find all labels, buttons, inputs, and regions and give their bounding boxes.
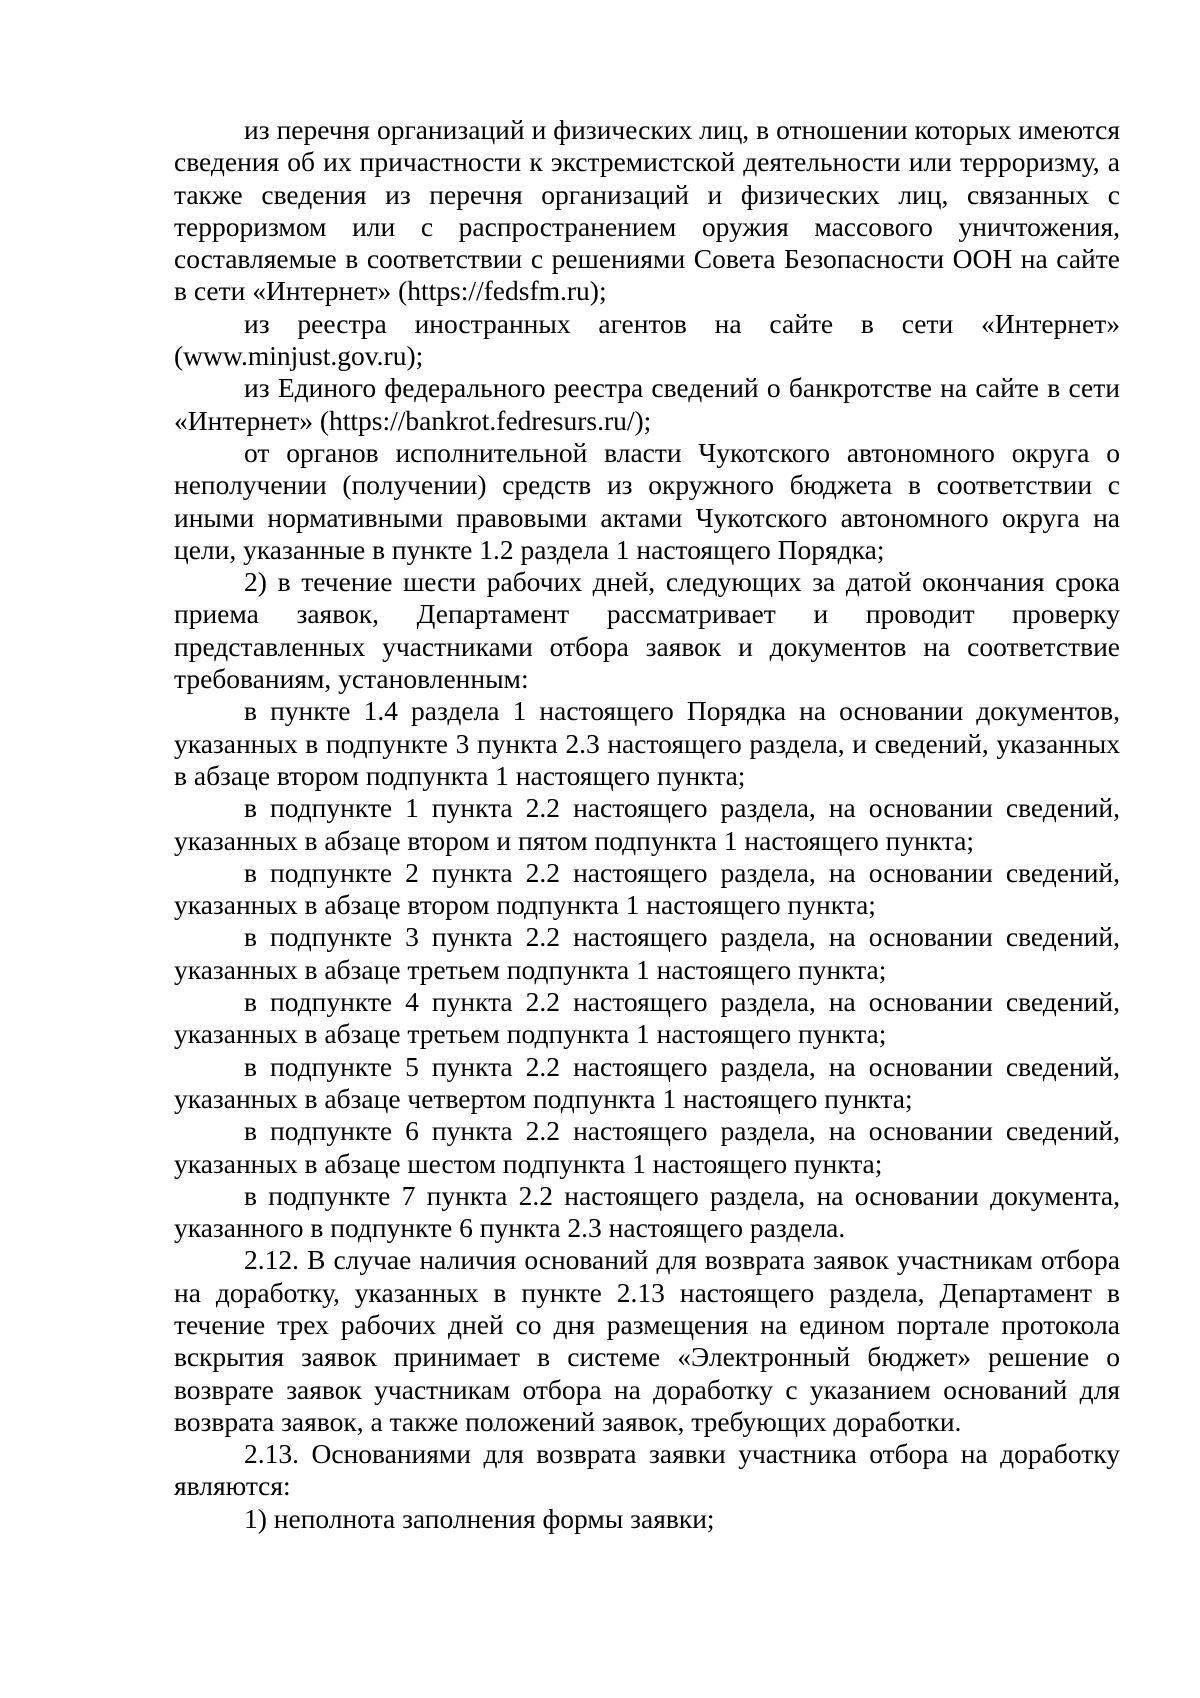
paragraph-executive-bodies: от органов исполнительной власти Чукотского автономного округа о неполучении (получении) средств из окружного бюджета в соответствии с иными нормативными правовыми актами Чукотского автономного округа на цели, указанные в пункте 1.2 раздела 1 настоящего Порядка; xyxy=(174,436,1120,565)
paragraph-subpoint-4: в подпункте 4 пункта 2.2 настоящего раздела, на основании сведений, указанных в абзаце третьем подпункта 1 настоящего пункта; xyxy=(174,986,1120,1050)
paragraph-subpoint-7: в подпункте 7 пункта 2.2 настоящего раздела, на основании документа, указанного в подпункте 6 пункта 2.3 настоящего раздела. xyxy=(174,1179,1120,1244)
paragraph-section-2-13: 2.13. Основаниями для возврата заявки участника отбора на доработку являются: xyxy=(174,1438,1120,1502)
document-page xyxy=(174,114,1120,1535)
paragraph-section-2-12: 2.12. В случае наличия оснований для возврата заявок участникам отбора на доработку, указанных в пункте 2.13 настоящего раздела, Департамент в течение трех рабочих дней со дня размещения на едином портале протокола вскрытия заявок принимает в системе «Электронный бюджет» решение о возврате заявок участникам отбора на доработку с указанием оснований для возврата заявок, а также положений заявок, требующих доработки. xyxy=(174,1244,1120,1437)
paragraph-subpoint-6: в подпункте 6 пункта 2.2 настоящего раздела, на основании сведений, указанных в абзаце шестом подпункта 1 настоящего пункта; xyxy=(174,1115,1120,1179)
paragraph-subitem-2: 2) в течение шести рабочих дней, следующих за датой окончания срока приема заявок, Департамент рассматривает и проводит проверку представленных участниками отбора заявок и документов на соответствие требованиям, установленным: xyxy=(174,566,1120,695)
paragraph-bankruptcy-registry: из Единого федерального реестра сведений о банкротстве на сайте в сети «Интернет» (https://bankrot.fedresurs.ru/); xyxy=(174,372,1120,436)
paragraph-ground-1: 1) неполнота заполнения формы заявки; xyxy=(244,1502,715,1534)
paragraph-point-1-4: в пункте 1.4 раздела 1 настоящего Порядка на основании документов, указанных в подпункте 3 пункта 2.3 настоящего раздела, и сведений, указанных в абзаце втором подпункта 1 настоящего пункта; xyxy=(174,695,1120,791)
paragraph-list-extremism: из перечня организаций и физических лиц, в отношении которых имеются сведения об их причастности к экстремистской деятельности или терроризму, а также сведения из перечня организаций и физических лиц, связанных с терроризмом или с распространением оружия массового уничтожения, составляемые в соответствии с решениями Совета Безопасности ООН на сайте в сети «Интернет» (https://fedsfm.ru); xyxy=(174,114,1120,307)
paragraph-subpoint-2: в подпункте 2 пункта 2.2 настоящего раздела, на основании сведений, указанных в абзаце втором подпункта 1 настоящего пункта; xyxy=(174,856,1120,921)
paragraph-subpoint-5: в подпункте 5 пункта 2.2 настоящего раздела, на основании сведений, указанных в абзаце четвертом подпункта 1 настоящего пункта; xyxy=(174,1050,1120,1114)
paragraph-subpoint-1: в подпункте 1 пункта 2.2 настоящего раздела, на основании сведений, указанных в абзаце втором и пятом подпункта 1 настоящего пункта; xyxy=(174,792,1120,856)
paragraph-foreign-agents: из реестра иностранных агентов на сайте в сети «Интернет» (www.minjust.gov.ru); xyxy=(174,307,1120,372)
paragraph-subpoint-3: в подпункте 3 пункта 2.2 настоящего раздела, на основании сведений, указанных в абзаце третьем подпункта 1 настоящего пункта; xyxy=(174,921,1120,985)
